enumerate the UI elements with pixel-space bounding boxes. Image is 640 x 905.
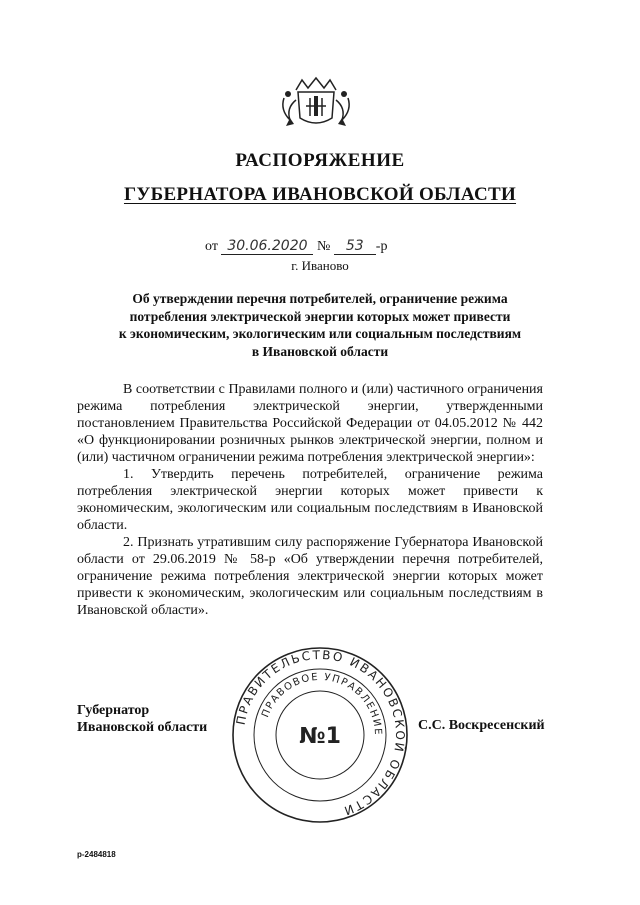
document-title: РАСПОРЯЖЕНИЕ <box>235 150 405 171</box>
preamble-paragraph: В соответствии с Правилами полного и (или) частичного ограничения режима потребления электрической энергии, утвержденными постановлением Правительства Российской Федерации от 04.05.2012 № 442 «О функционировании розничных рынков электрической энергии, полном и (или) частичном ограничении режима потребления электрической энергии»: <box>77 382 543 465</box>
seal-inner-text: ПРАВОВОЕ УПРАВЛЕНИЕ <box>260 671 384 737</box>
seal-center-number: №1 <box>299 724 341 749</box>
handwritten-number: 53 <box>334 238 376 255</box>
item-paragraph: 2. Признать утратившим силу распоряжение Губернатора Ивановской области от 29.06.2019 № 58-р «Об утверждении перечня потребителей, ограничение режима потребления электрической энергии которых может привести к экономическим, экологическим или социальным последствиям в Ивановской области». <box>77 535 543 618</box>
handwritten-date: 30.06.2020 <box>221 238 313 255</box>
document-code: р-2484818 <box>77 850 116 859</box>
date-number-line <box>205 238 387 255</box>
signatory-position: Губернатор Ивановской области <box>77 703 208 735</box>
issuing-authority: ГУБЕРНАТОРА ИВАНОВСКОЙ ОБЛАСТИ <box>123 184 517 205</box>
city: г. Иваново <box>291 258 349 273</box>
number-suffix: -р <box>375 239 388 254</box>
signatory-name: С.С. Воскресенский <box>418 718 545 733</box>
coat-of-arms-emblem <box>276 70 356 130</box>
seal-outer-text: ПРАВИТЕЛЬСТВО ИВАНОВСКОЙ ОБЛАСТИ <box>233 647 408 819</box>
date-prefix: от <box>205 239 218 254</box>
item-paragraph: 1. Утвердить перечень потребителей, ограничение режима потребления электрической энергии которых может привести к экономическим, экологическим или социальным последствиям в Ивановской области. <box>77 467 543 533</box>
subject-heading: Об утверждении перечня потребителей, ограничение режима потребления электрической энергии которых может привести к экономическим, экологическим или социальным последствиям в Ивановской области <box>118 291 522 359</box>
number-sign: № <box>316 239 331 254</box>
official-seal-stamp <box>230 645 410 825</box>
document-body <box>77 381 543 619</box>
